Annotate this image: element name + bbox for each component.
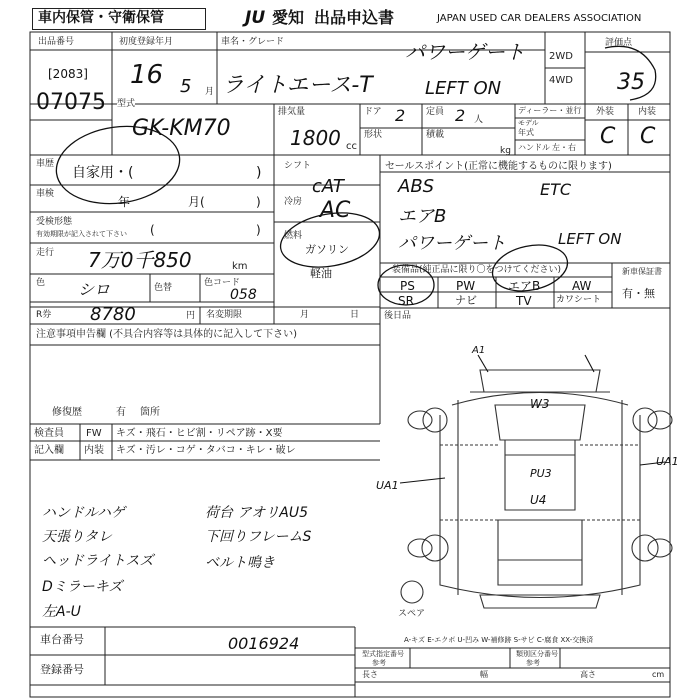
color-code-label: 色コード [204, 278, 241, 288]
inspector-label-1: 検査員 [34, 428, 64, 439]
fuel-label: 燃料 [284, 231, 303, 241]
sales-point-3: エアB [398, 206, 447, 227]
shaken-year: 年 [118, 195, 131, 209]
lot-number: 07075 [36, 90, 106, 115]
shift-value: cAT [312, 176, 344, 197]
equip-kawaseat: カワシート [556, 295, 602, 305]
sales-point-4: パワーゲート [398, 233, 506, 254]
cc-unit: cc [346, 141, 357, 152]
equip-pw: PW [456, 279, 476, 293]
equipment-label: 装備品(純正品に限り〇をつけてください) [392, 265, 562, 275]
acceptance-close: ) [256, 223, 261, 237]
acceptance-note: 有効期限が記入されて下さい [36, 230, 127, 238]
first-reg-year: 16 [130, 60, 164, 90]
cert-type-ref: 参考 [372, 659, 386, 667]
association-name: 愛知 [272, 8, 305, 27]
model-year-label2: 年式 [518, 128, 534, 137]
fuel-diesel: 軽油 [310, 267, 332, 280]
color-code-value: 058 [230, 287, 257, 303]
rating-label: 評価点 [605, 38, 633, 48]
first-reg-month: 5 [180, 76, 192, 97]
rating-ext-value: C [600, 124, 616, 149]
acceptance-label: 受検形態 [36, 217, 73, 227]
model-name-value: ライトエース-T [222, 73, 373, 98]
storage-label: 車内保管・守衛保管 [38, 10, 164, 26]
inspector-row1-head: FW [86, 428, 102, 439]
frame-number-value: 0016924 [228, 634, 300, 653]
ac-value: AC [320, 198, 351, 223]
car-diagram [400, 355, 672, 608]
name-change-month: 月 [300, 310, 310, 320]
notes-label: 注意事項申告欄 (不具合内容等は具体的に記入して下さい) [36, 329, 297, 340]
sales-point-5: LEFT ON [558, 230, 622, 248]
model-note: LEFT ON [425, 78, 502, 99]
rating-score: 35 [617, 70, 645, 95]
shaken-month: 月( [188, 195, 205, 209]
inspector-label-2: 記入欄 [34, 445, 64, 456]
cert-length: 長さ [362, 670, 378, 679]
rating-int-label: 内装 [638, 107, 657, 117]
usage-value: 自家用・( [72, 165, 134, 181]
warranty-value: 有・無 [622, 287, 655, 300]
equip-navi: ナビ [455, 294, 477, 307]
note-right-3: ベルト鳴き [205, 555, 275, 571]
mark-a1: A1 [472, 345, 486, 356]
lot-label: 出品番号 [38, 37, 75, 47]
mark-w3: W3 [530, 397, 550, 411]
handle-value: 左・右 [552, 143, 576, 152]
reg-number-label: 登録番号 [40, 663, 84, 676]
note-left-3: ヘッドライトスズ [42, 553, 154, 569]
ju-logo: JU [245, 8, 266, 28]
dealer-label: ディーラー・並行 [518, 106, 582, 115]
r-ticket-label: R券 [36, 310, 52, 320]
rating-ext-label: 外装 [596, 107, 615, 117]
shift-label: シフト [284, 161, 312, 171]
drive-2wd: 2WD [549, 51, 573, 62]
door-value: 2 [395, 106, 406, 125]
mileage-label: 走行 [36, 248, 55, 258]
model-name-label: 車名・グレード [221, 37, 285, 47]
form-title: 出品申込書 [314, 8, 395, 27]
displacement-label: 排気量 [278, 107, 306, 117]
shape-label: 形状 [364, 130, 383, 140]
sales-point-1: ABS [398, 176, 435, 197]
first-reg-month-unit: 月 [205, 87, 215, 97]
color-value: シロ [78, 280, 111, 299]
drive-4wd: 4WD [549, 75, 573, 86]
repair-loc: 箇所 [140, 407, 160, 418]
shaken-close: ) [256, 195, 261, 209]
mark-u4: U4 [530, 493, 547, 507]
fuel-value: ガソリン [305, 243, 349, 256]
association-en: JAPAN USED CAR DEALERS ASSOCIATION [437, 13, 642, 24]
r-ticket-value: 8780 [90, 304, 136, 325]
model-grade: パワーゲート [405, 40, 525, 64]
type-value: GK-KM70 [132, 116, 231, 141]
note-right-1: 荷台 アオリAU5 [205, 505, 309, 521]
shaken-label: 車検 [36, 189, 55, 199]
mark-pu3: PU3 [530, 467, 552, 480]
equip-ps: PS [400, 279, 415, 293]
capacity-unit: 人 [474, 115, 484, 125]
cert-cat-label: 類別区分番号 [516, 650, 558, 658]
displacement-value: 1800 [290, 126, 341, 150]
frame-number-label: 車台番号 [40, 633, 84, 646]
repair-label: 修復歴 [52, 407, 82, 418]
name-change-label: 名変期限 [206, 310, 243, 320]
repair-value: 有 [116, 407, 126, 418]
sales-points-label: セールスポイント(正常に機能するものに限ります) [385, 161, 612, 172]
name-change-day: 日 [350, 310, 360, 320]
after-day-label: 後日品 [384, 311, 412, 321]
usage-label: 車歴 [36, 159, 55, 169]
color-label: 色 [36, 278, 46, 288]
equip-airbag: エアB [508, 279, 541, 293]
usage-close: ) [256, 165, 262, 181]
rating-int-value: C [640, 124, 656, 149]
r-ticket-yen: 円 [186, 311, 196, 321]
note-left-4: Dミラーキズ [42, 579, 123, 595]
equip-sr: SR [398, 294, 414, 308]
warranty-label: 新車保証書 [622, 267, 662, 276]
inspector-row1: キズ・飛石・ヒビ割・リペア跡・X要 [116, 428, 283, 439]
mark-ua1-left: UA1 [376, 479, 399, 492]
equip-tv: TV [516, 294, 532, 308]
load-label: 積載 [426, 130, 445, 140]
model-year-label1: モデル [518, 119, 539, 127]
handle-label: ハンドル [518, 143, 550, 152]
mileage-value: 7万0千850 [88, 248, 192, 272]
type-label: 型式 [117, 99, 136, 109]
cert-width: 幅 [480, 670, 488, 679]
sales-point-2: ETC [540, 180, 572, 199]
mileage-unit: km [232, 261, 248, 272]
first-reg-label: 初度登録年月 [119, 37, 174, 47]
kg-unit: kg [500, 146, 511, 156]
inspector-row2-head: 内装 [84, 445, 104, 456]
note-left-1: ハンドルハゲ [42, 505, 126, 521]
color-tone-label: 色替 [154, 283, 173, 293]
cert-cm: cm [652, 670, 665, 679]
cert-type-label: 型式指定番号 [362, 650, 404, 658]
storage-label-box [32, 8, 206, 30]
spare-label: スペア [398, 609, 426, 619]
ac-label: 冷房 [284, 197, 303, 207]
note-left-2: 天張りタレ [42, 529, 112, 545]
cert-cat-ref: 参考 [526, 659, 540, 667]
lot-bracket-code: [2083] [48, 67, 88, 81]
acceptance-open: ( [150, 223, 155, 237]
equip-aw: AW [572, 279, 592, 293]
inspector-row2: キズ・汚レ・コゲ・タバコ・キレ・破レ [116, 445, 296, 456]
mark-ua1-right: UA1 [656, 455, 679, 468]
note-left-5: 左A-U [42, 604, 81, 620]
capacity-value: 2 [455, 106, 466, 125]
note-right-2: 下回りフレームS [205, 529, 312, 545]
capacity-label: 定員 [426, 107, 445, 117]
door-label: ドア [364, 107, 382, 117]
cert-height: 高さ [580, 670, 596, 679]
damage-legend: A-キズ E-エクボ U-凹み W-補修跡 S-サビ C-腐食 XX-交換済 [404, 636, 594, 644]
